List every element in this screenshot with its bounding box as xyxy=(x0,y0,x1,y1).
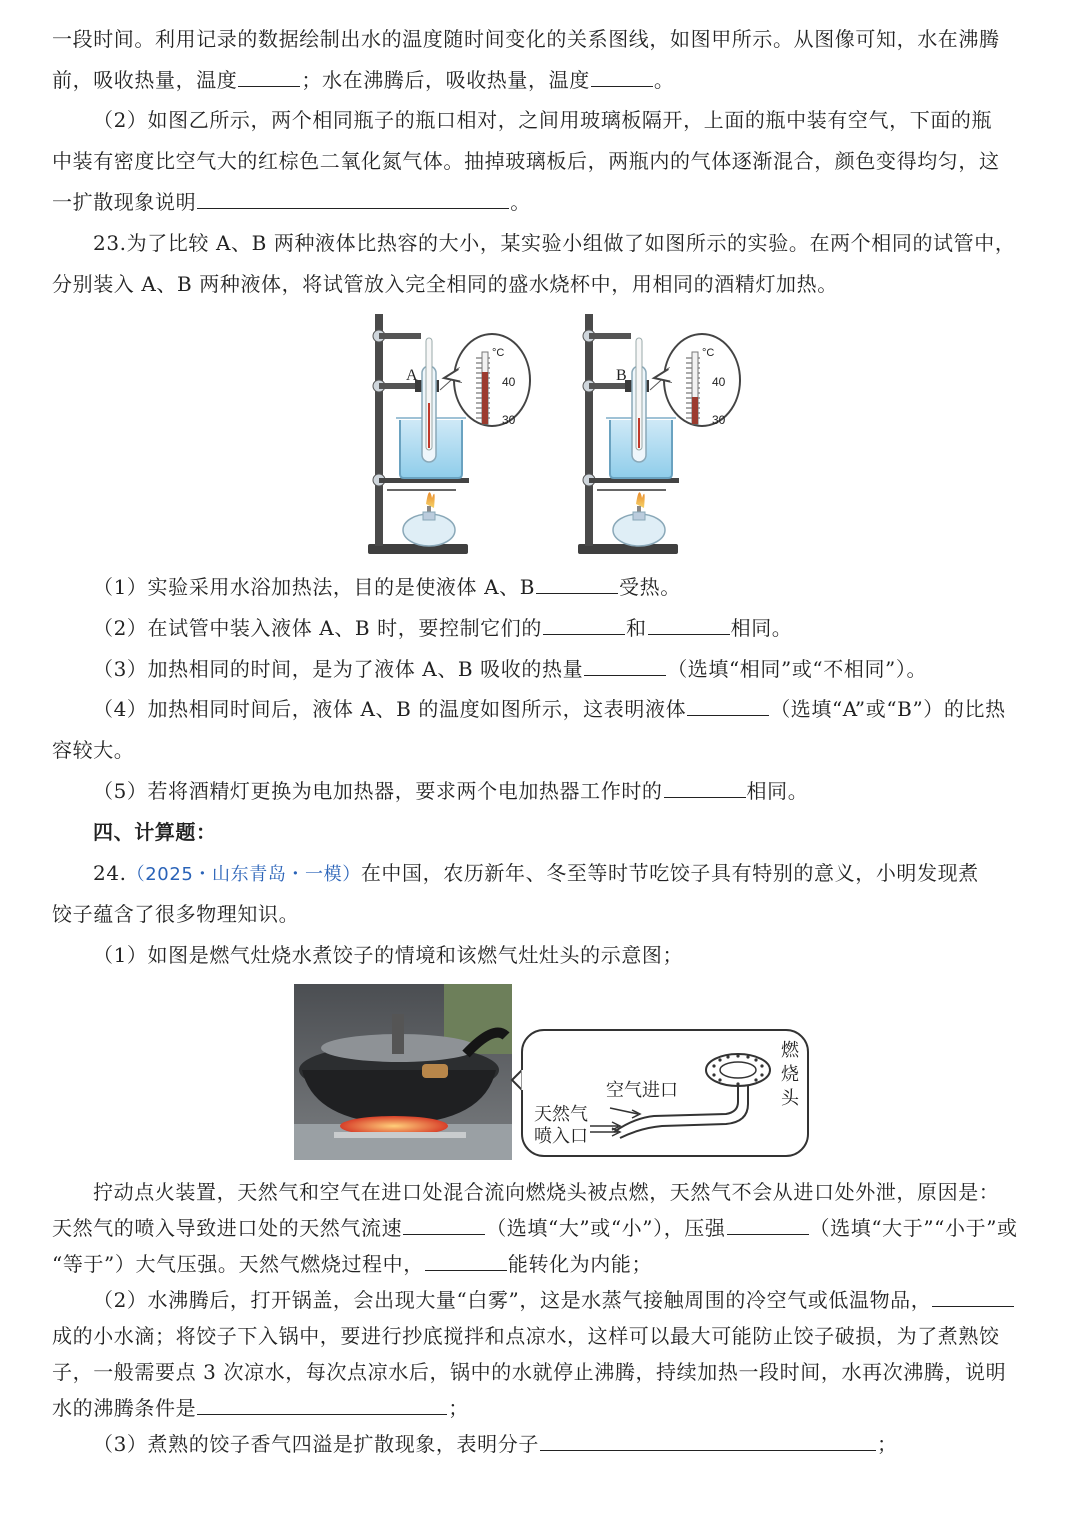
text-line: （3）加热相同的时间，是为了液体 A、B 吸收的热量 （选填“相同”或“不相同”）。 xyxy=(93,657,928,681)
stove-figure xyxy=(294,984,812,1160)
answer-blank[interactable] xyxy=(664,777,746,798)
thermometer-scale-b xyxy=(686,352,700,424)
answer-blank[interactable] xyxy=(425,1250,507,1271)
answer-blank[interactable] xyxy=(584,655,666,676)
tube-label-a: A xyxy=(406,367,418,384)
text-line: “等于”）大气压强。天然气燃烧过程中， 能转化为内能； xyxy=(52,1252,653,1276)
text-line: 成的小水滴；将饺子下入锅中，要进行抄底搅拌和点凉水，这样可以最大可能防止饺子破损，为了煮熟饺 xyxy=(52,1324,1000,1348)
burner-label: 燃 xyxy=(781,1040,799,1060)
text-line: （1）实验采用水浴加热法，目的是使液体 A、B 受热。 xyxy=(93,575,681,599)
answer-blank[interactable] xyxy=(648,614,730,635)
text-line: （2）水沸腾后，打开锅盖，会出现大量“白雾”，这是水蒸气接触周围的冷空气或低温物品， xyxy=(93,1286,1015,1314)
text-line: （3）煮熟的饺子香气四溢是扩散现象，表明分子 ； xyxy=(93,1432,898,1456)
question-23-stem: 23.为了比较 A、B 两种液体比热容的大小，某实验小组做了如图所示的实验。在两个相同的试管中， xyxy=(93,231,1016,255)
answer-blank[interactable] xyxy=(403,1214,485,1235)
text-line: 天然气的喷入导致进口处的天然气流速 （选填“大”或“小”），压强 （选填“大于”“小于”或 xyxy=(52,1216,1018,1240)
answer-blank[interactable] xyxy=(543,614,625,635)
answer-blank[interactable] xyxy=(591,66,653,87)
thermometer-scale-a xyxy=(476,352,490,424)
text-line: 一扩散现象说明 。 xyxy=(52,190,531,214)
tick-label: 40 xyxy=(712,375,726,389)
air-inlet-label: 空气进口 xyxy=(606,1080,678,1100)
text-line: 子，一般需要点 3 次凉水，每次点凉水后，锅中的水就停止沸腾，持续加热一段时间，水再次沸腾，说明 xyxy=(52,1360,1007,1384)
burner-label: 烧 xyxy=(781,1064,799,1084)
text-line: （4）加热相同时间后，液体 A、B 的温度如图所示，这表明液体 （选填“A”或“B”）的比热 xyxy=(93,697,1006,721)
tick-label: 30 xyxy=(502,413,516,427)
answer-blank[interactable] xyxy=(197,1394,447,1415)
text-line: （1）如图是燃气灶烧水煮饺子的情境和该燃气灶灶头的示意图； xyxy=(93,943,684,967)
answer-blank[interactable] xyxy=(932,1286,1014,1307)
tube-label-b: B xyxy=(616,367,627,384)
tick-label: 30 xyxy=(712,413,726,427)
answer-blank[interactable] xyxy=(687,695,769,716)
unit-label: °C xyxy=(702,347,715,359)
text-line: 拧动点火装置，天然气和空气在进口处混合流向燃烧头被点燃，天然气不会从进口处外泄，原因是： xyxy=(93,1180,1000,1204)
gas-inlet-label: 天然气 xyxy=(534,1104,588,1124)
text-line: 容较大。 xyxy=(52,738,135,762)
section-heading: 四、计算题： xyxy=(93,820,217,844)
text-line: 饺子蕴含了很多物理知识。 xyxy=(52,902,300,926)
answer-blank[interactable] xyxy=(727,1214,809,1235)
text-line: （2）如图乙所示，两个相同瓶子的瓶口相对，之间用玻璃板隔开，上面的瓶中装有空气，下面的瓶 xyxy=(93,108,993,132)
heating-experiment-figure xyxy=(360,308,726,564)
burner-label: 头 xyxy=(781,1088,799,1108)
answer-blank[interactable] xyxy=(536,573,618,594)
stove-photo xyxy=(294,984,512,1160)
apparatus-b xyxy=(578,314,740,554)
text-line: （2）在试管中装入液体 A、B 时，要控制它们的 和 相同。 xyxy=(93,616,793,640)
text-line: 分别装入 A、B 两种液体，将试管放入完全相同的盛水烧杯中，用相同的酒精灯加热。 xyxy=(52,272,838,296)
question-24-stem: 24.（2025・山东青岛・一模）在中国，农历新年、冬至等时节吃饺子具有特别的意义，小明发现煮 xyxy=(93,861,979,885)
tick-label: 40 xyxy=(502,375,516,389)
text-line: 前，吸收热量，温度 ；水在沸腾后，吸收热量，温度 。 xyxy=(52,68,675,92)
text-line: 一段时间。利用记录的数据绘制出水的温度随时间变化的关系图线，如图甲所示。从图像可知，水在沸腾 xyxy=(52,27,1000,51)
gas-inlet-label: 喷入口 xyxy=(534,1126,588,1146)
apparatus-a xyxy=(368,314,530,554)
unit-label: °C xyxy=(492,347,505,359)
text-line: 中装有密度比空气大的红棕色二氧化氮气体。抽掉玻璃板后，两瓶内的气体逐渐混合，颜色变得均匀，这 xyxy=(52,149,1000,173)
answer-blank[interactable] xyxy=(238,66,300,87)
answer-blank[interactable] xyxy=(197,188,509,209)
answer-blank[interactable] xyxy=(540,1430,876,1451)
question-source: （2025・山东青岛・一模） xyxy=(126,864,361,885)
text-line: 水的沸腾条件是 ； xyxy=(52,1396,469,1420)
text-line: （5）若将酒精灯更换为电加热器，要求两个电加热器工作时的 相同。 xyxy=(93,779,809,803)
